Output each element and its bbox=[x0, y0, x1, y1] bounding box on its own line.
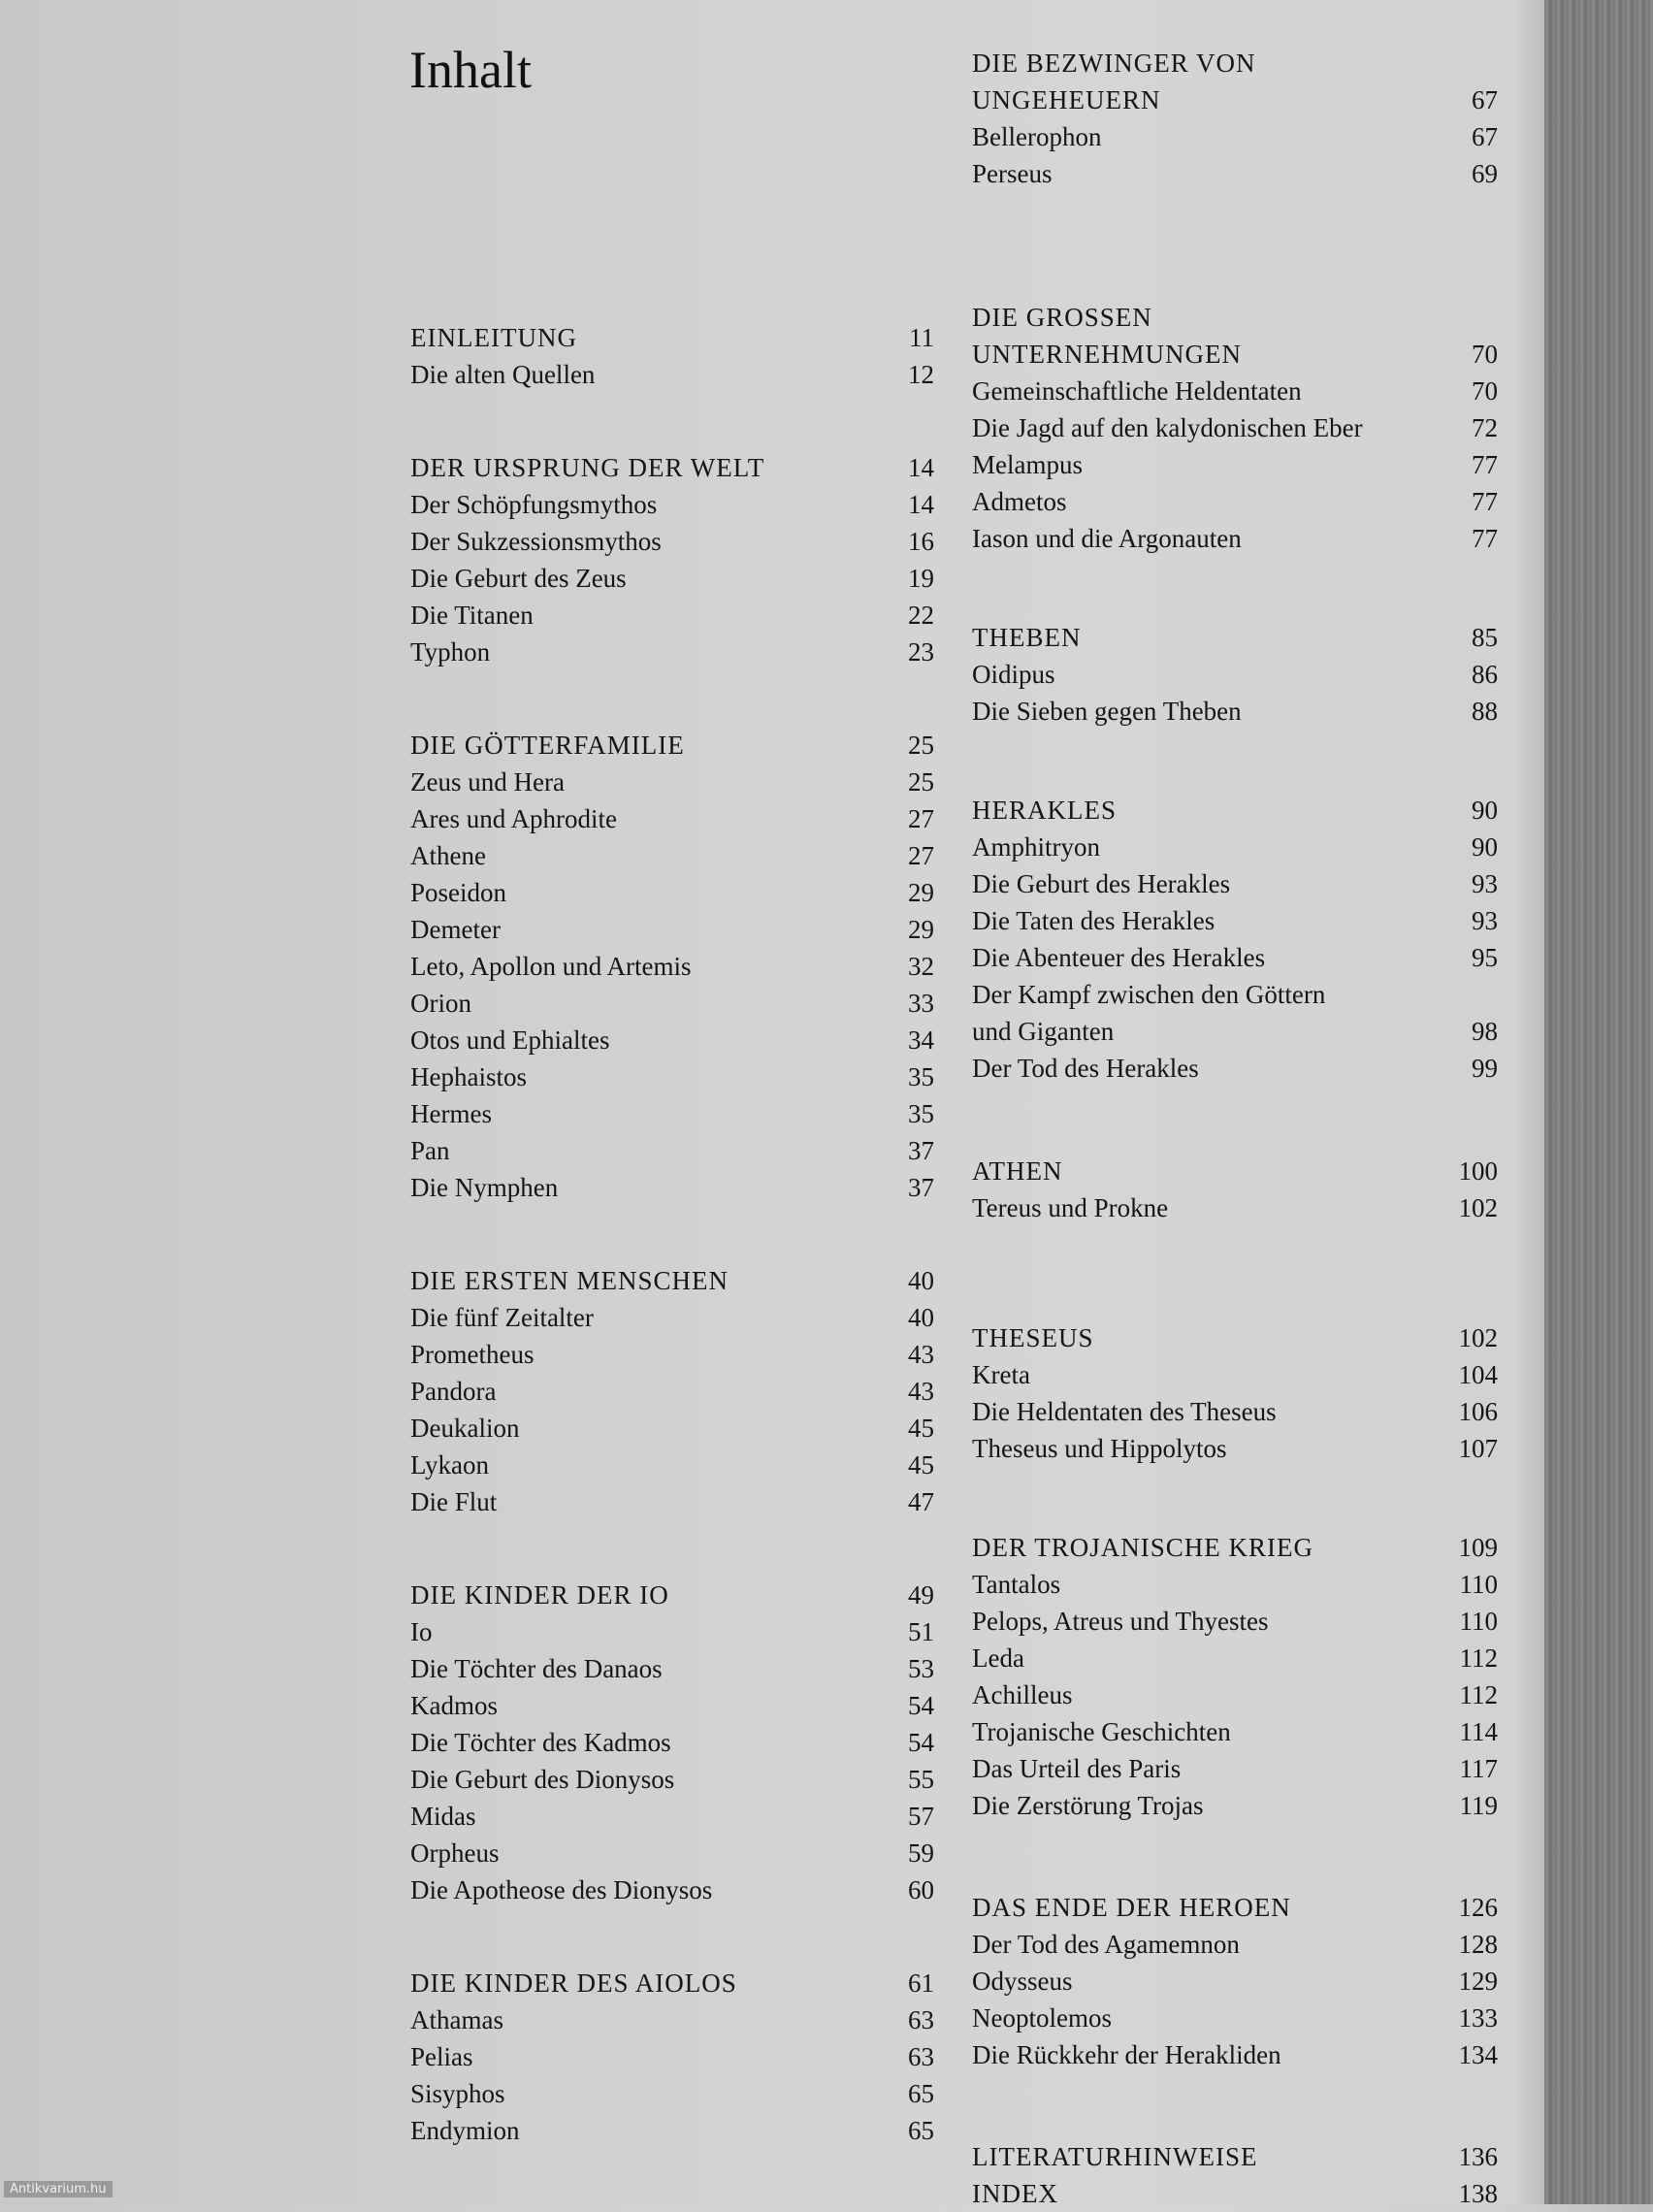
toc-entry-title: Die Rückkehr der Herakliden bbox=[972, 2040, 1281, 2069]
toc-heading-row bbox=[410, 449, 934, 486]
section-gap bbox=[410, 1206, 934, 1262]
toc-heading-title: DIE KINDER DER IO bbox=[410, 1580, 669, 1610]
toc-page-number: 29 bbox=[908, 915, 934, 944]
toc-heading-row bbox=[410, 1965, 934, 2001]
section-gap bbox=[410, 670, 934, 727]
toc-entry-title: Leda bbox=[972, 1643, 1024, 1673]
toc-entry-row bbox=[972, 693, 1498, 730]
toc-entry-title: Die Sieben gegen Theben bbox=[972, 697, 1242, 726]
toc-entry-row bbox=[410, 634, 934, 670]
toc-heading-title: EINLEITUNG bbox=[410, 323, 577, 352]
page-title: Inhalt bbox=[409, 41, 532, 99]
toc-entry-title: Pan bbox=[410, 1136, 450, 1165]
section-gap bbox=[410, 1908, 934, 1965]
toc-entry-title: Lykaon bbox=[410, 1450, 489, 1480]
toc-entry-title: Der Kampf zwischen den Göttern bbox=[972, 980, 1326, 1009]
toc-heading-title: DIE KINDER DES AIOLOS bbox=[410, 1968, 737, 1998]
toc-heading-title: DER URSPRUNG DER WELT bbox=[410, 453, 765, 482]
toc-entry-title: Die Heldentaten des Theseus bbox=[972, 1397, 1277, 1426]
toc-entry-title: Melampus bbox=[972, 450, 1083, 479]
toc-entry-row bbox=[410, 1447, 934, 1483]
toc-entry-title: Prometheus bbox=[410, 1340, 535, 1369]
toc-page-number: 12 bbox=[908, 360, 934, 389]
toc-entry-title: Leto, Apollon und Artemis bbox=[410, 952, 692, 981]
toc-entry-title: Athamas bbox=[410, 2005, 503, 2034]
toc-entry-row bbox=[972, 829, 1498, 865]
toc-entry-row bbox=[410, 1373, 934, 1410]
toc-heading-row bbox=[972, 299, 1498, 336]
toc-entry-title: Trojanische Geschichten bbox=[972, 1717, 1231, 1746]
section-gap bbox=[972, 1467, 1498, 1529]
toc-page-number: 110 bbox=[1459, 1570, 1498, 1599]
toc-entry-title: Typhon bbox=[410, 637, 491, 667]
toc-page-number: 25 bbox=[908, 731, 934, 760]
toc-entry-row bbox=[972, 1963, 1498, 2000]
toc-entry-title: Io bbox=[410, 1617, 433, 1646]
toc-entry-title: Hermes bbox=[410, 1099, 492, 1128]
toc-section bbox=[410, 449, 934, 670]
toc-entry-row bbox=[972, 1393, 1498, 1430]
toc-heading-row bbox=[972, 2175, 1498, 2212]
toc-page-number: 69 bbox=[1472, 159, 1498, 188]
toc-entry-title: Tantalos bbox=[972, 1570, 1061, 1599]
toc-entry-title: Perseus bbox=[972, 159, 1053, 188]
toc-page-number: 45 bbox=[908, 1450, 934, 1480]
toc-heading-title: HERAKLES bbox=[972, 796, 1117, 825]
toc-entry-title: Die Nymphen bbox=[410, 1173, 559, 1202]
toc-page-number: 106 bbox=[1458, 1397, 1498, 1426]
toc-page-number: 25 bbox=[908, 767, 934, 797]
book-edge bbox=[1544, 0, 1653, 2204]
toc-entry-title: Tereus und Prokne bbox=[972, 1193, 1169, 1222]
toc-section bbox=[972, 1529, 1498, 1824]
toc-section bbox=[410, 727, 934, 1206]
toc-entry-row bbox=[410, 800, 934, 837]
toc-entry-title: Deukalion bbox=[410, 1414, 520, 1443]
toc-section bbox=[972, 299, 1498, 557]
toc-entry-row bbox=[972, 1603, 1498, 1640]
section-gap bbox=[410, 393, 934, 449]
toc-entry-row bbox=[410, 837, 934, 874]
toc-entry-title: und Giganten bbox=[972, 1017, 1115, 1046]
toc-entry-row bbox=[972, 1356, 1498, 1393]
toc-page-number: 61 bbox=[908, 1968, 934, 1998]
toc-entry-row bbox=[972, 520, 1498, 557]
toc-heading-row bbox=[972, 619, 1498, 656]
toc-entry-row bbox=[410, 1299, 934, 1336]
toc-heading-title: LITERATURHINWEISE bbox=[972, 2142, 1258, 2171]
toc-page-number: 43 bbox=[908, 1377, 934, 1406]
toc-entry-title: Demeter bbox=[410, 915, 501, 944]
toc-entry-title: Die Geburt des Dionysos bbox=[410, 1765, 675, 1794]
toc-entry-row bbox=[972, 1050, 1498, 1087]
toc-entry-title: Pelias bbox=[410, 2042, 473, 2071]
section-gap bbox=[972, 557, 1498, 619]
toc-entry-row bbox=[410, 1022, 934, 1058]
toc-page-number: 134 bbox=[1458, 2040, 1498, 2069]
toc-entry-row bbox=[410, 2112, 934, 2149]
toc-page-number: 70 bbox=[1472, 376, 1498, 406]
toc-page-number: 32 bbox=[908, 952, 934, 981]
toc-page-number: 65 bbox=[908, 2116, 934, 2145]
toc-entry-row bbox=[410, 1724, 934, 1761]
toc-entry-row bbox=[410, 1058, 934, 1095]
toc-entry-row bbox=[410, 597, 934, 634]
toc-page-number: 90 bbox=[1472, 832, 1498, 862]
toc-heading-title: DAS ENDE DER HEROEN bbox=[972, 1893, 1291, 1922]
toc-entry-row bbox=[972, 1640, 1498, 1676]
toc-page-number: 57 bbox=[908, 1802, 934, 1831]
toc-page-number: 23 bbox=[908, 637, 934, 667]
toc-entry-title: Neoptolemos bbox=[972, 2003, 1112, 2033]
toc-entry-title: Athene bbox=[410, 841, 486, 870]
toc-heading-title: UNTERNEHMUNGEN bbox=[972, 340, 1242, 369]
toc-heading-row bbox=[972, 45, 1498, 81]
toc-page-number: 126 bbox=[1458, 1893, 1498, 1922]
toc-page-number: 47 bbox=[908, 1487, 934, 1516]
toc-entry-title: Der Tod des Herakles bbox=[972, 1054, 1199, 1083]
toc-entry-title: Die Flut bbox=[410, 1487, 498, 1516]
toc-page-number: 54 bbox=[908, 1728, 934, 1757]
toc-heading-title: DIE GÖTTERFAMILIE bbox=[410, 731, 685, 760]
toc-entry-row bbox=[410, 486, 934, 523]
toc-entry-row bbox=[410, 1336, 934, 1373]
toc-entry-title: Iason und die Argonauten bbox=[972, 524, 1242, 553]
toc-page-number: 114 bbox=[1459, 1717, 1498, 1746]
toc-entry-title: Otos und Ephialtes bbox=[410, 1025, 610, 1055]
toc-entry-row bbox=[972, 1676, 1498, 1713]
toc-entry-title: Die Jagd auf den kalydonischen Eber bbox=[972, 413, 1363, 442]
toc-page-number: 86 bbox=[1472, 660, 1498, 689]
toc-entry-title: Die Abenteuer des Herakles bbox=[972, 943, 1266, 972]
toc-entry-row bbox=[972, 373, 1498, 409]
toc-entry-row bbox=[410, 1095, 934, 1132]
toc-heading-title: THESEUS bbox=[972, 1323, 1094, 1352]
toc-entry-row bbox=[972, 1926, 1498, 1963]
toc-heading-row bbox=[972, 1529, 1498, 1566]
toc-page-number: 45 bbox=[908, 1414, 934, 1443]
toc-entry-title: Pandora bbox=[410, 1377, 497, 1406]
toc-entry-title: Kreta bbox=[972, 1360, 1030, 1389]
toc-entry-row bbox=[972, 409, 1498, 446]
toc-section bbox=[972, 1889, 1498, 2073]
toc-entry-title: Der Tod des Agamemnon bbox=[972, 1930, 1240, 1959]
toc-entry-title: Theseus und Hippolytos bbox=[972, 1434, 1227, 1463]
toc-page-number: 67 bbox=[1472, 122, 1498, 151]
toc-heading-row bbox=[972, 336, 1498, 373]
toc-page-number: 65 bbox=[908, 2079, 934, 2108]
toc-heading-row bbox=[972, 2138, 1498, 2175]
toc-entry-title: Der Schöpfungsmythos bbox=[410, 490, 658, 519]
toc-heading-row bbox=[972, 1153, 1498, 1189]
toc-heading-row bbox=[972, 1319, 1498, 1356]
section-gap bbox=[410, 1520, 934, 1577]
toc-page-number: 90 bbox=[1472, 796, 1498, 825]
toc-page-number: 14 bbox=[908, 490, 934, 519]
toc-entry-title: Orion bbox=[410, 989, 471, 1018]
toc-entry-row bbox=[410, 2075, 934, 2112]
toc-entry-row bbox=[410, 985, 934, 1022]
toc-entry-title: Sisyphos bbox=[410, 2079, 505, 2108]
toc-entry-row bbox=[410, 2038, 934, 2075]
toc-heading-row bbox=[410, 319, 934, 356]
toc-entry-title: Die Geburt des Zeus bbox=[410, 564, 627, 593]
toc-section bbox=[972, 619, 1498, 730]
toc-section bbox=[972, 45, 1498, 192]
toc-entry-title: Der Sukzessionsmythos bbox=[410, 527, 662, 556]
toc-page-number: 109 bbox=[1458, 1533, 1498, 1562]
toc-entry-title: Admetos bbox=[972, 487, 1067, 516]
toc-page-number: 99 bbox=[1472, 1054, 1498, 1083]
toc-entry-row bbox=[972, 1189, 1498, 1226]
toc-entry-title: Poseidon bbox=[410, 878, 507, 907]
toc-entry-row bbox=[972, 976, 1498, 1013]
toc-entry-title: Zeus und Hera bbox=[410, 767, 565, 797]
toc-entry-row bbox=[410, 356, 934, 393]
toc-page-number: 22 bbox=[908, 601, 934, 630]
toc-page-number: 102 bbox=[1458, 1193, 1498, 1222]
toc-entry-title: Odysseus bbox=[972, 1967, 1073, 1996]
toc-entry-title: Die Taten des Herakles bbox=[972, 906, 1215, 935]
toc-entry-row bbox=[972, 2036, 1498, 2073]
toc-heading-title: DIE GROSSEN bbox=[972, 303, 1152, 332]
toc-heading-title: INDEX bbox=[972, 2179, 1058, 2208]
toc-page-number: 27 bbox=[908, 841, 934, 870]
toc-page-number: 51 bbox=[908, 1617, 934, 1646]
toc-page-number: 98 bbox=[1472, 1017, 1498, 1046]
toc-page-number: 117 bbox=[1459, 1754, 1498, 1783]
toc-entry-title: Die Zerstörung Trojas bbox=[972, 1791, 1204, 1820]
toc-entry-row bbox=[410, 1483, 934, 1520]
toc-entry-row bbox=[972, 1566, 1498, 1603]
toc-entry-row bbox=[410, 948, 934, 985]
toc-page-number: 27 bbox=[908, 804, 934, 833]
toc-section bbox=[972, 2175, 1498, 2212]
toc-page-number: 34 bbox=[908, 1025, 934, 1055]
toc-page-number: 35 bbox=[908, 1099, 934, 1128]
toc-page-number: 138 bbox=[1458, 2179, 1498, 2208]
toc-entry-row bbox=[410, 1132, 934, 1169]
toc-page-number: 95 bbox=[1472, 943, 1498, 972]
toc-entry-row bbox=[410, 874, 934, 911]
toc-page-number: 37 bbox=[908, 1173, 934, 1202]
toc-entry-row bbox=[972, 865, 1498, 902]
toc-entry-row bbox=[410, 1410, 934, 1447]
toc-entry-row bbox=[410, 1687, 934, 1724]
toc-entry-row bbox=[410, 1650, 934, 1687]
toc-page-number: 133 bbox=[1458, 2003, 1498, 2033]
page-edge-shadow bbox=[1513, 0, 1544, 2204]
toc-entry-title: Die alten Quellen bbox=[410, 360, 596, 389]
toc-left-column bbox=[410, 319, 934, 2149]
toc-entry-row bbox=[972, 1787, 1498, 1824]
toc-entry-row bbox=[972, 1713, 1498, 1750]
toc-heading-title: UNGEHEUERN bbox=[972, 85, 1161, 114]
toc-heading-title: DER TROJANISCHE KRIEG bbox=[972, 1533, 1314, 1562]
toc-page-number: 102 bbox=[1458, 1323, 1498, 1352]
toc-page-number: 63 bbox=[908, 2005, 934, 2034]
toc-heading-title: THEBEN bbox=[972, 623, 1082, 652]
toc-heading-row bbox=[410, 1262, 934, 1299]
toc-page-number: 77 bbox=[1472, 450, 1498, 479]
toc-entry-row bbox=[410, 1798, 934, 1835]
toc-page-number: 110 bbox=[1459, 1607, 1498, 1636]
toc-page-number: 67 bbox=[1472, 85, 1498, 114]
toc-entry-row bbox=[410, 764, 934, 800]
toc-page-number: 88 bbox=[1472, 697, 1498, 726]
toc-page-number: 29 bbox=[908, 878, 934, 907]
toc-entry-row bbox=[410, 1613, 934, 1650]
toc-entry-title: Die Titanen bbox=[410, 601, 534, 630]
toc-entry-row bbox=[972, 656, 1498, 693]
toc-page-number: 107 bbox=[1458, 1434, 1498, 1463]
section-gap bbox=[972, 1087, 1498, 1153]
toc-section bbox=[972, 792, 1498, 1087]
toc-entry-title: Die Töchter des Kadmos bbox=[410, 1728, 671, 1757]
toc-page-number: 129 bbox=[1458, 1967, 1498, 1996]
section-gap bbox=[972, 1226, 1498, 1319]
toc-page-number: 33 bbox=[908, 989, 934, 1018]
toc-page-number: 55 bbox=[908, 1765, 934, 1794]
toc-right-column bbox=[972, 45, 1498, 2212]
toc-entry-title: Oidipus bbox=[972, 660, 1055, 689]
toc-entry-title: Achilleus bbox=[972, 1680, 1073, 1709]
toc-page-number: 112 bbox=[1459, 1643, 1498, 1673]
toc-page-number: 60 bbox=[908, 1875, 934, 1904]
toc-heading-title: ATHEN bbox=[972, 1156, 1063, 1186]
toc-entry-title: Kadmos bbox=[410, 1691, 498, 1720]
toc-page-number: 40 bbox=[908, 1303, 934, 1332]
toc-entry-title: Orpheus bbox=[410, 1838, 500, 1868]
toc-page-number: 11 bbox=[909, 323, 934, 352]
toc-entry-title: Die Töchter des Danaos bbox=[410, 1654, 663, 1683]
toc-entry-title: Bellerophon bbox=[972, 122, 1102, 151]
toc-entry-title: Das Urteil des Paris bbox=[972, 1754, 1182, 1783]
toc-page-number: 43 bbox=[908, 1340, 934, 1369]
toc-entry-row bbox=[972, 939, 1498, 976]
toc-entry-row bbox=[410, 523, 934, 560]
toc-entry-row bbox=[972, 1750, 1498, 1787]
toc-entry-row bbox=[972, 2000, 1498, 2036]
watermark-badge: Antikvarium.hu bbox=[4, 2181, 113, 2197]
toc-page-number: 77 bbox=[1472, 524, 1498, 553]
toc-entry-row bbox=[972, 902, 1498, 939]
toc-entry-row bbox=[410, 2001, 934, 2038]
toc-entry-row bbox=[972, 446, 1498, 483]
toc-page-number: 128 bbox=[1458, 1930, 1498, 1959]
toc-section bbox=[410, 1965, 934, 2149]
section-gap bbox=[972, 1824, 1498, 1889]
toc-page-number: 100 bbox=[1458, 1156, 1498, 1186]
toc-entry-title: Pelops, Atreus und Thyestes bbox=[972, 1607, 1269, 1636]
section-gap bbox=[972, 730, 1498, 792]
section-gap bbox=[972, 2073, 1498, 2138]
toc-section bbox=[972, 1153, 1498, 1226]
toc-section bbox=[410, 319, 934, 393]
toc-section bbox=[410, 1577, 934, 1908]
toc-page-number: 72 bbox=[1472, 413, 1498, 442]
toc-entry-row bbox=[410, 1835, 934, 1871]
toc-page-number: 16 bbox=[908, 527, 934, 556]
toc-page-number: 93 bbox=[1472, 906, 1498, 935]
toc-entry-row bbox=[410, 560, 934, 597]
toc-entry-title: Ares und Aphrodite bbox=[410, 804, 617, 833]
toc-heading-row bbox=[972, 1889, 1498, 1926]
toc-entry-row bbox=[972, 483, 1498, 520]
toc-heading-row bbox=[410, 727, 934, 764]
toc-page-number: 63 bbox=[908, 2042, 934, 2071]
toc-heading-row bbox=[972, 792, 1498, 829]
toc-page-number: 54 bbox=[908, 1691, 934, 1720]
toc-entry-row bbox=[410, 1169, 934, 1206]
toc-page-number: 93 bbox=[1472, 869, 1498, 898]
toc-entry-title: Die Apotheose des Dionysos bbox=[410, 1875, 713, 1904]
section-gap bbox=[972, 192, 1498, 299]
toc-heading-title: DIE ERSTEN MENSCHEN bbox=[410, 1266, 729, 1295]
toc-entry-title: Gemeinschaftliche Heldentaten bbox=[972, 376, 1302, 406]
toc-page-number: 104 bbox=[1458, 1360, 1498, 1389]
toc-entry-title: Hephaistos bbox=[410, 1062, 527, 1091]
toc-entry-row bbox=[972, 1013, 1498, 1050]
toc-entry-row bbox=[410, 1761, 934, 1798]
toc-entry-row bbox=[410, 1871, 934, 1908]
toc-page-number: 77 bbox=[1472, 487, 1498, 516]
toc-entry-title: Endymion bbox=[410, 2116, 520, 2145]
toc-page-number: 112 bbox=[1459, 1680, 1498, 1709]
toc-page-number: 49 bbox=[908, 1580, 934, 1610]
toc-page-number: 136 bbox=[1458, 2142, 1498, 2171]
toc-entry-title: Amphitryon bbox=[972, 832, 1100, 862]
toc-page-number: 59 bbox=[908, 1838, 934, 1868]
toc-page-number: 53 bbox=[908, 1654, 934, 1683]
toc-entry-row bbox=[972, 155, 1498, 192]
toc-page-number: 70 bbox=[1472, 340, 1498, 369]
toc-entry-title: Die fünf Zeitalter bbox=[410, 1303, 594, 1332]
toc-entry-row bbox=[410, 911, 934, 948]
toc-entry-title: Midas bbox=[410, 1802, 476, 1831]
toc-heading-title: DIE BEZWINGER VON bbox=[972, 49, 1256, 78]
toc-heading-row bbox=[410, 1577, 934, 1613]
toc-page-number: 119 bbox=[1459, 1791, 1498, 1820]
toc-section bbox=[410, 1262, 934, 1520]
toc-page-number: 40 bbox=[908, 1266, 934, 1295]
toc-entry-row bbox=[972, 118, 1498, 155]
toc-section bbox=[972, 2138, 1498, 2175]
toc-entry-row bbox=[972, 1430, 1498, 1467]
toc-page-number: 35 bbox=[908, 1062, 934, 1091]
toc-page-number: 85 bbox=[1472, 623, 1498, 652]
toc-page-number: 19 bbox=[908, 564, 934, 593]
toc-entry-title: Die Geburt des Herakles bbox=[972, 869, 1231, 898]
toc-page-number: 37 bbox=[908, 1136, 934, 1165]
toc-heading-row bbox=[972, 81, 1498, 118]
toc-section bbox=[972, 1319, 1498, 1467]
toc-page-number: 14 bbox=[908, 453, 934, 482]
